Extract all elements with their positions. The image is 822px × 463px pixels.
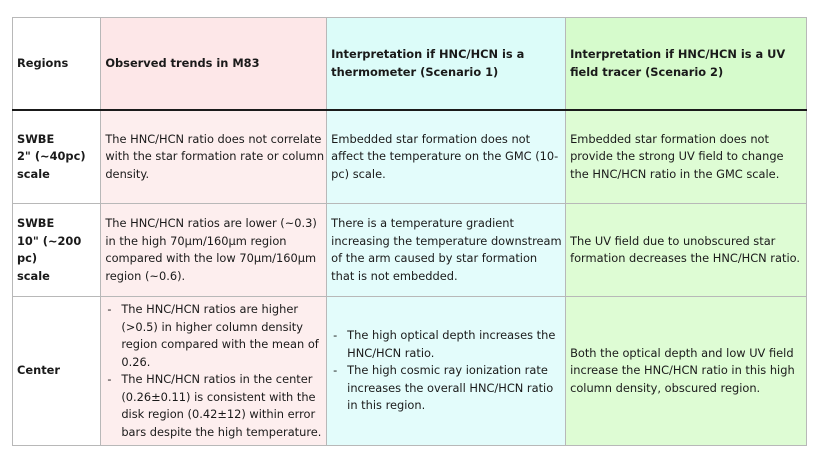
list-item: - The HNC/HCN ratios in the center (0.26±0.11) is consistent with the disk region (0.42±12) within error bars despite the high temperature. xyxy=(105,371,324,441)
list-item: - The HNC/HCN ratios are higher (>0.5) in higher column density region compared with the mean of 0.26. xyxy=(105,301,324,371)
list-item: - The high optical depth increases the HNC/HCN ratio. xyxy=(331,327,563,362)
region-line: scale xyxy=(17,268,50,283)
region-cell xyxy=(13,204,101,297)
observed-cell: The HNC/HCN ratios are lower (~0.3) in the high 70μm/160μm region compared with the low 70μm/160μm region (~0.6). xyxy=(101,204,327,297)
header-scenario-2: Interpretation if HNC/HCN is a UV field tracer (Scenario 2) xyxy=(566,18,807,111)
observed-list xyxy=(105,301,324,441)
scenario-2-cell: Both the optical depth and low UV field increase the HNC/HCN ratio in this high column density, obscured region. xyxy=(566,297,807,446)
region-line: Center xyxy=(17,363,60,378)
table-row xyxy=(13,110,807,204)
observed-cell: The HNC/HCN ratio does not correlate with the star formation rate or column density. xyxy=(101,110,327,204)
observed-cell xyxy=(101,297,327,446)
header-observed-trends: Observed trends in M83 xyxy=(101,18,327,111)
comparison-table xyxy=(12,17,807,446)
list-item: - The high cosmic ray ionization rate increases the overall HNC/HCN ratio in this region. xyxy=(331,362,563,415)
region-line: SWBE xyxy=(17,216,55,230)
region-line: SWBE xyxy=(17,131,55,146)
scenario-1-cell: Embedded star formation does not affect the temperature on the GMC (10-pc) scale. xyxy=(327,110,566,204)
table-row xyxy=(13,297,807,446)
region-cell xyxy=(13,110,101,204)
scenario-1-cell xyxy=(327,297,566,446)
table-header-row xyxy=(13,18,807,111)
scenario-2-cell: Embedded star formation does not provide the strong UV field to change the HNC/HCN ratio in the GMC scale. xyxy=(566,110,807,204)
table-row xyxy=(13,204,807,297)
region-line: 10" (~200 pc) xyxy=(17,233,82,265)
region-line: 2" (~40pc) xyxy=(17,149,86,164)
scenario-2-cell: The UV field due to unobscured star formation decreases the HNC/HCN ratio. xyxy=(566,204,807,297)
header-scenario-1: Interpretation if HNC/HCN is a thermometer (Scenario 1) xyxy=(327,18,566,111)
region-cell xyxy=(13,297,101,446)
header-regions: Regions xyxy=(13,18,101,111)
region-line: scale xyxy=(17,166,50,181)
scenario-1-list xyxy=(331,327,563,415)
scenario-1-cell: There is a temperature gradient increasing the temperature downstream of the arm caused by star formation that is not embedded. xyxy=(327,204,566,297)
